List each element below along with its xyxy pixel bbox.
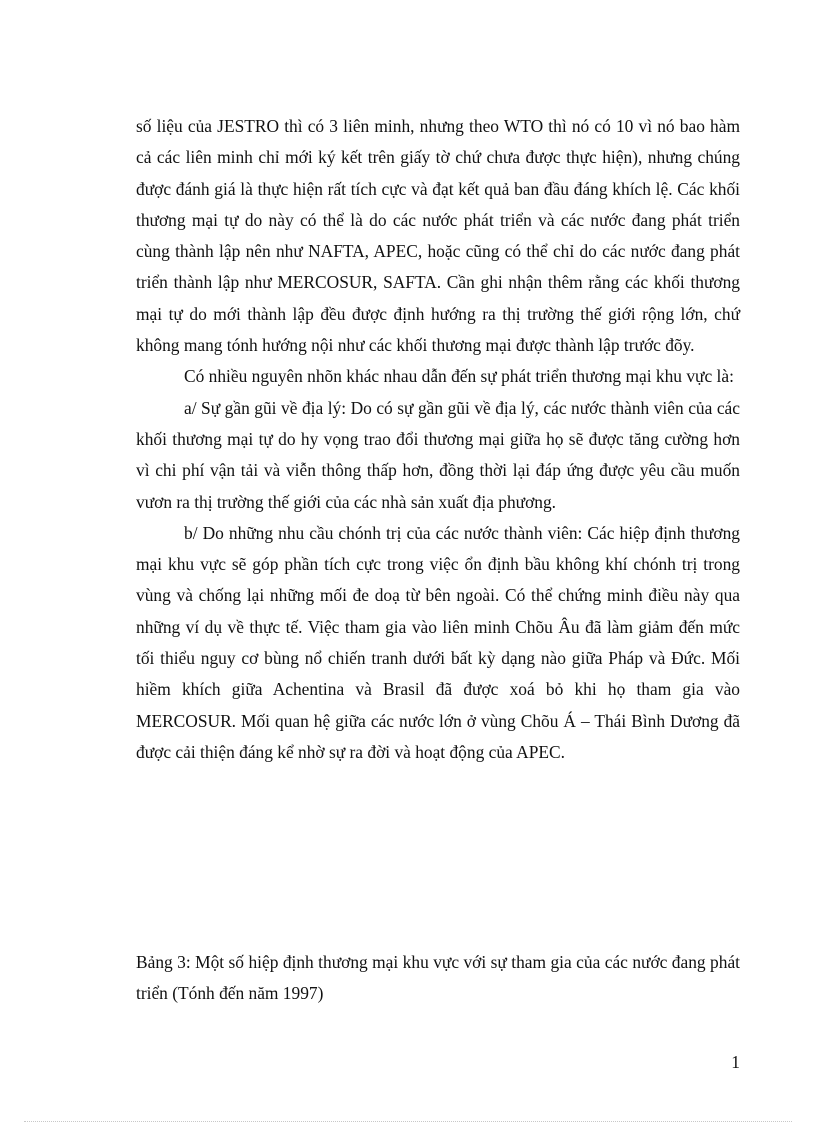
page-number: 1 [731, 1052, 740, 1072]
page-bottom-divider [24, 1121, 792, 1122]
paragraph-political-needs: b/ Do những nhu cầu chónh trị của các nước thành viên: Các hiệp định thương mại khu vực sẽ góp phần tích cực trong việc ổn định bầu không khí chónh trị trong vùng và chống lại những mối đe doạ từ bên ngoài. Có thể chứng minh điều này qua những ví dụ về thực tế. Việc tham gia vào liên minh Chõu Âu đã làm giảm đến mức tối thiểu nguy cơ bùng nổ chiến tranh dưới bất kỳ dạng nào giữa Pháp và Đức. Mối hiềm khích giữa Achentina và Brasil đã được xoá bỏ khi họ tham gia vào MERCOSUR. Mối quan hệ giữa các nước lớn ở vùng Chõu Á – Thái Bình Dương đã được cải thiện đáng kể nhờ sự ra đời và hoạt động của APEC. [136, 522, 740, 762]
paragraph-geographic-proximity: a/ Sự gần gũi về địa lý: Do có sự gần gũi về địa lý, các nước thành viên của các khối thương mại tự do hy vọng trao đổi thương mại giữa họ sẽ được tăng cường hơn vì chi phí vận tải và viễn thông thấp hơn, đồng thời lại đáp ứng được yêu cầu muốn vươn ra thị trường thế giới của các nhà sản xuất địa phương. [136, 397, 740, 512]
paragraph-causes-intro: Có nhiều nguyên nhõn khác nhau dẫn đến sự phát triển thương mại khu vực là: [184, 366, 734, 387]
body-text [136, 111, 740, 768]
table-caption: Bảng 3: Một số hiệp định thương mại khu vực với sự tham gia của các nước đang phát triển (Tónh đến năm 1997) [136, 952, 740, 1004]
paragraph-continuation: số liệu của JESTRO thì có 3 liên minh, nhưng theo WTO thì nó có 10 vì nó bao hàm cả các liên minh chỉ mới ký kết trên giấy tờ chứ chưa được thực hiện), nhưng chúng được đánh giá là thực hiện rất tích cực và đạt kết quả ban đầu đáng khích lệ. Các khối thương mại tự do này có thể là do các nước phát triển và các nước đang phát triển cùng thành lập nên như NAFTA, APEC, hoặc cũng có thể chỉ do các nước đang phát triển thành lập như MERCOSUR, SAFTA. Cần ghi nhận thêm rằng các khối thương mại tự do mới thành lập đều được định hướng ra thị trường thế giới rộng lớn, chứ không mang tónh hướng nội như các khối thương mại được thành lập trước đõy. [136, 116, 740, 356]
